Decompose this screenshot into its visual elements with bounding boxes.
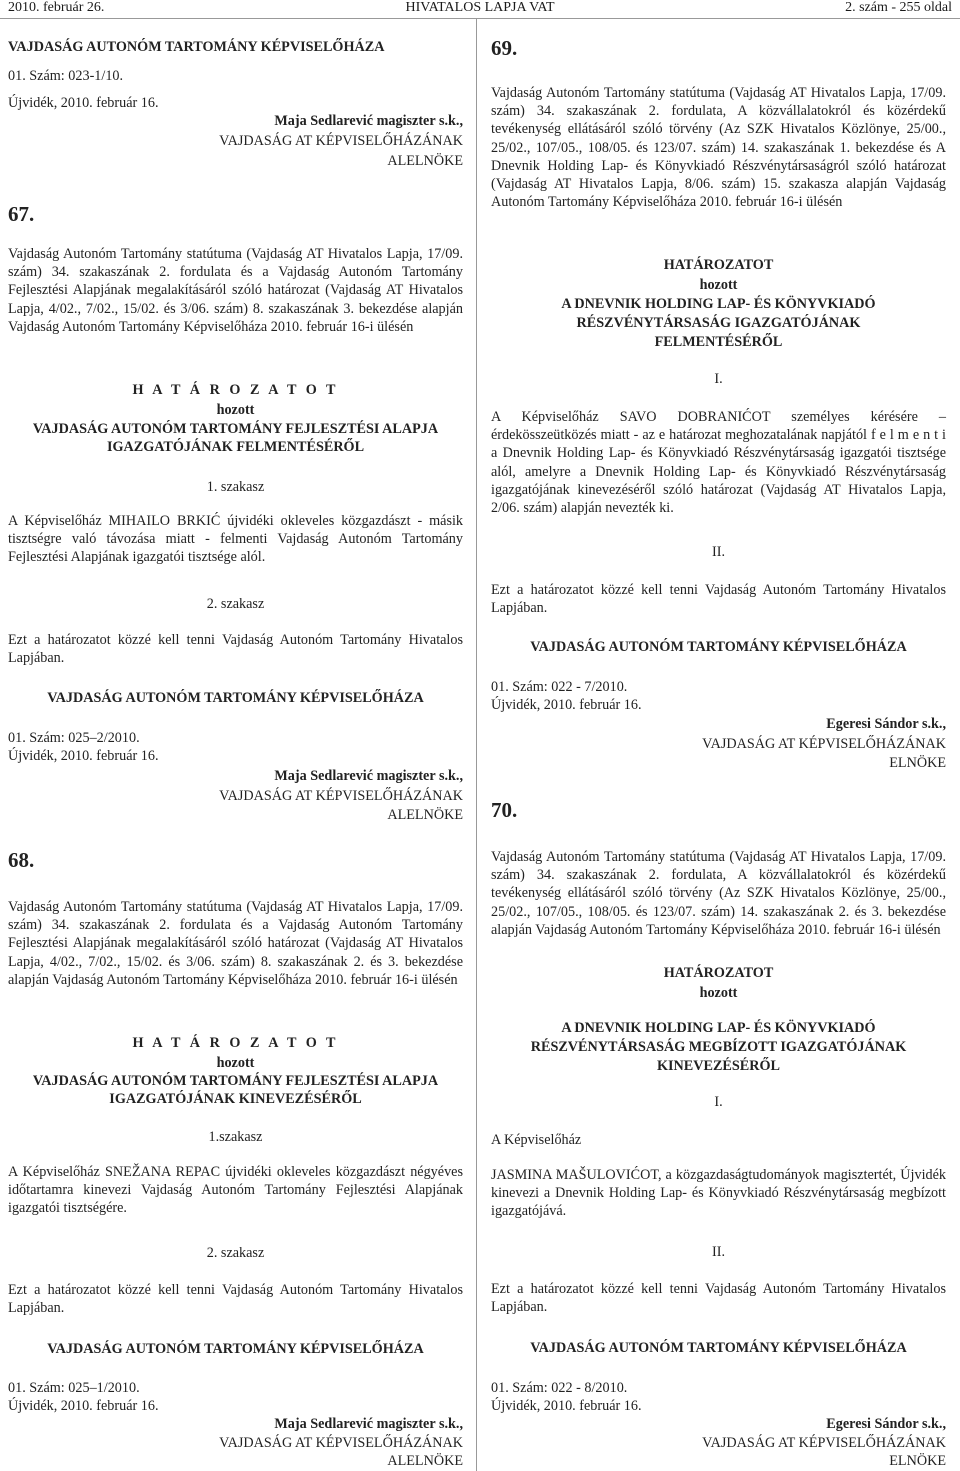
section-70-hozott: hozott [699,985,738,1001]
top-signature-org: VAJDASÁG AT KÉPVISELŐHÁZÁNAK [219,133,463,149]
section-67-resolution-heading: H A T Á R O Z A T O T [132,382,339,398]
section-68-place: Újvidék, 2010. február 16. [8,1398,159,1414]
section-67-clause1-heading: 1. szakasz [206,479,265,495]
section-68-clause2-text: Ezt a határozatot közzé kell tenni Vajdaság Autonóm Tartomány Hivatalos Lapjában. [8,1282,463,1317]
section-70-signature-role: ELNÖKE [889,1453,946,1469]
section-68-clause1-text: A Képviselőház SNEŽANA REPAC újvidéki okleveles közgazdászt négyéves időtartamra kinevezi Vajdaság Autonóm Tartomány Fejlesztési Alapjának igazgatói tisztségére. [8,1164,463,1217]
section-67-signature-role: ALELNÖKE [387,807,463,823]
section-69-signature-role: ELNÖKE [889,755,946,771]
section-68-signature-name: Maja Sedlarević magiszter s.k., [274,1416,463,1432]
section-68-title-line2: IGAZGATÓJÁNAK KINEVEZÉSÉRŐL [109,1091,362,1107]
section-68-signature-role: ALELNÖKE [387,1453,463,1469]
section-67-assembly: VAJDASÁG AUTONÓM TARTOMÁNY KÉPVISELŐHÁZA [47,690,424,706]
section-68-title-line1: VAJDASÁG AUTONÓM TARTOMÁNY FEJLESZTÉSI ALAPJA [32,1073,439,1089]
section-69-resolution-heading: HATÁROZATOT [663,257,774,273]
header-date: 2010. február 26. [8,0,105,15]
top-signature-role: ALELNÖKE [387,153,463,169]
section-69-clause1-text: A Képviselőház SAVO DOBRANIĆOT személyes kérésére – érdekösszeütközés miatt - az e határozat meghozatalának napjától f e l m e n t i a Dnevnik Holding Lap- és Könyvkiadó Részvénytársaság igazgatói tisztsége alól, amelyre a Dnevnik Holding Lap- és Könyvkiadó Részvénytársaság igazgatójának kinevezéséről szóló határozat (Vajdaság AT Hivatalos Lapja, 2/06. szám) alapján nevezték ki. [491,409,946,517]
section-69-signature-org: VAJDASÁG AT KÉPVISELŐHÁZÁNAK [702,736,946,752]
section-69-clause2-heading: II. [712,544,725,560]
section-68-clause1-heading: 1.szakasz [208,1129,263,1145]
section-68-preamble: Vajdaság Autonóm Tartomány statútuma (Vajdaság AT Hivatalos Lapja, 17/09. szám) 34. szakaszának 2. fordulata és a Vajdaság Autonóm Tartomány Fejlesztési Alapjának megalakításáról szóló határozat (Vajdaság AT Hivatalos Lapja, 4/02., 7/02., 15/02. és 3/06. szám) 8. szakaszának 2. és 3. bekezdése alapján Vajdaság Autonóm Tartomány Képviselőháza 2010. február 16-i ülésén [8,899,463,988]
section-67-signature-name: Maja Sedlarević magiszter s.k., [274,768,463,784]
section-68-signature-org: VAJDASÁG AT KÉPVISELŐHÁZÁNAK [219,1435,463,1451]
section-68-number-ref: 01. Szám: 025–1/2010. [8,1380,140,1396]
section-70-clause1-text: JASMINA MAŠULOVIĆOT, a közgazdaságtudományok magisztertét, Újvidék kinevezi a Dnevnik Holding Lap- és Könyvkiadó Részvénytársaság megbízott igazgatójává. [491,1167,946,1220]
section-69-signature-name: Egeresi Sándor s.k., [826,716,946,732]
section-68-resolution-heading: H A T Á R O Z A T O T [132,1035,339,1051]
page-header [0,0,960,19]
section-67-clause2-text: Ezt a határozatot közzé kell tenni Vajdaság Autonóm Tartomány Hivatalos Lapjában. [8,632,463,667]
section-69-title-line2: RÉSZVÉNYTÁRSASÁG IGAZGATÓJÁNAK [576,315,861,331]
section-70-intro: A Képviselőház [491,1132,582,1148]
section-70-place: Újvidék, 2010. február 16. [491,1398,642,1414]
section-70-title-line3: KINEVEZÉSÉRŐL [657,1058,780,1074]
section-69-clause1-heading: I. [714,371,723,387]
section-70-clause2-text: Ezt a határozatot közzé kell tenni Vajdaság Autonóm Tartomány Hivatalos Lapjában. [491,1281,946,1316]
section-67-clause1-text: A Képviselőház MIHAILO BRKIĆ újvidéki okleveles közgazdászt - másik tisztségre való távozása miatt - felmenti Vajdaság Autonóm Tartomány Fejlesztési Alapjának igazgatói tisztsége alól. [8,513,463,566]
section-67-hozott: hozott [216,402,255,418]
section-68-hozott: hozott [216,1055,255,1071]
section-67-title-line1: VAJDASÁG AUTONÓM TARTOMÁNY FEJLESZTÉSI ALAPJA [32,421,439,437]
section-69-number-ref: 01. Szám: 022 - 7/2010. [491,679,628,695]
section-67-clause2-heading: 2. szakasz [206,596,265,612]
section-70-number: 70. [491,798,518,822]
top-signature-name: Maja Sedlarević magiszter s.k., [274,113,463,129]
section-68-number: 68. [8,848,35,872]
section-69-place: Újvidék, 2010. február 16. [491,697,642,713]
section-69-clause2-text: Ezt a határozatot közzé kell tenni Vajdaság Autonóm Tartomány Hivatalos Lapjában. [491,582,946,617]
section-67-title-line2: IGAZGATÓJÁNAK FELMENTÉSÉRŐL [106,439,365,455]
header-page-number: 2. szám - 255 oldal [845,0,952,15]
section-69-preamble: Vajdaság Autonóm Tartomány statútuma (Vajdaság AT Hivatalos Lapja, 17/09. szám) 34. szakaszának 2. fordulata, A közvállalatokról és közérdekű tevékenység ellátásáról szóló törvény (Az SZK Hivatalos Közlönye, 25/00., 25/02., 107/05., 108/05. és 123/07. szám) 14. szakaszának 1. bekezdése és A Dnevnik Holding Lap- és Könyvkiadó Részvénytársaságról szóló határozat (Vajdaság AT Hivatalos Lapja, 8/06. szám) 15. szakasza alapján Vajdaság Autonóm Tartomány Képviselőháza 2010. február 16-i ülésén [491,85,946,211]
section-68-assembly: VAJDASÁG AUTONÓM TARTOMÁNY KÉPVISELŐHÁZA [47,1341,424,1357]
section-68-clause2-heading: 2. szakasz [206,1245,265,1261]
section-70-number-ref: 01. Szám: 022 - 8/2010. [491,1380,628,1396]
section-70-assembly: VAJDASÁG AUTONÓM TARTOMÁNY KÉPVISELŐHÁZA [530,1340,907,1356]
section-70-clause1-heading: I. [714,1094,723,1110]
section-69-title-line3: FELMENTÉSÉRŐL [654,334,783,350]
section-70-signature-name: Egeresi Sándor s.k., [826,1416,946,1432]
section-67-signature-org: VAJDASÁG AT KÉPVISELŐHÁZÁNAK [219,788,463,804]
section-69-number: 69. [491,36,518,60]
header-journal: HIVATALOS LAPJA VAT [405,0,555,15]
top-assembly: VAJDASÁG AUTONÓM TARTOMÁNY KÉPVISELŐHÁZA [8,39,385,55]
section-70-clause2-heading: II. [712,1244,725,1260]
section-67-preamble: Vajdaság Autonóm Tartomány statútuma (Vajdaság AT Hivatalos Lapja, 17/09. szám) 34. szakaszának 2. fordulata és a Vajdaság Autonóm Tartomány Fejlesztési Alapjának megalakításáról szóló határozat (Vajdaság AT Hivatalos Lapja, 4/02., 7/02., 15/02. és 3/06. szám) 8. szakaszának 3. bekezdése alapján Vajdaság Autonóm Tartomány Képviselőháza 2010. február 16-i ülésén [8,246,463,335]
section-69-title-line1: A DNEVNIK HOLDING LAP- ÉS KÖNYVKIADÓ [561,296,876,312]
section-69-assembly: VAJDASÁG AUTONÓM TARTOMÁNY KÉPVISELŐHÁZA [530,639,907,655]
top-number: 01. Szám: 023-1/10. [8,68,124,84]
section-70-signature-org: VAJDASÁG AT KÉPVISELŐHÁZÁNAK [702,1435,946,1451]
section-67-number-ref: 01. Szám: 025–2/2010. [8,730,140,746]
section-69-hozott: hozott [699,277,738,293]
section-70-preamble: Vajdaság Autonóm Tartomány statútuma (Vajdaság AT Hivatalos Lapja, 17/09. szám) 34. szakaszának 2. fordulata, A közvállalatokról és közérdekű tevékenység ellátásáról szóló törvény (Az SZK Hivatalos Közlönye, 25/00., 25/02., 107/05., 108/05. és 123/07. szám) 14. szakaszának 2. és 3. bekezdése alapján Vajdaság Autonóm Tartomány Képviselőháza 2010. február 16-i ülésén [491,849,946,938]
section-67-place: Újvidék, 2010. február 16. [8,748,159,764]
top-place: Újvidék, 2010. február 16. [8,95,159,111]
column-divider [476,18,477,1471]
section-70-title-line2: RÉSZVÉNYTÁRSASÁG MEGBÍZOTT IGAZGATÓJÁNAK [530,1039,907,1055]
section-70-resolution-heading: HATÁROZATOT [663,965,774,981]
section-67-number: 67. [8,202,35,226]
section-70-title-line1: A DNEVNIK HOLDING LAP- ÉS KÖNYVKIADÓ [561,1020,876,1036]
